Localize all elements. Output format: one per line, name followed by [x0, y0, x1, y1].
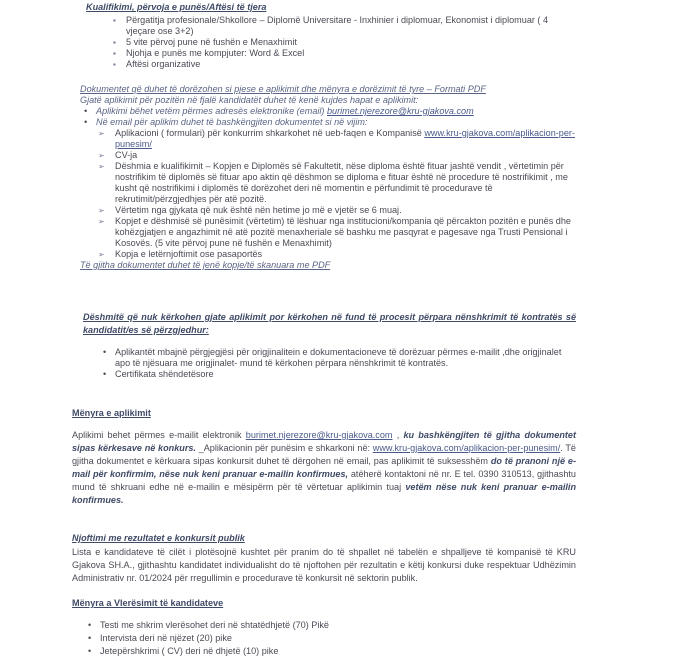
- notice-heading: Njoftimi me rezultatet e konkursit publik: [72, 533, 245, 543]
- method-text: atëherë kontaktoni në nr. E tel. 0390 310513, gjithashtu mund të shkruani edhe në e-mailin e mësipërm për të vërtetuar aplikimin tuaj: [72, 469, 576, 492]
- application-link[interactable]: www.kru-gjakova.com/aplikacion-per-punesim/: [115, 128, 575, 149]
- list-item: ➢ Kopja e letërnjoftimit ose pasaportës: [88, 249, 576, 260]
- list-item: • Testi me shkrim vlerësohet deri në shtatëdhjetë (70) Pikë: [78, 619, 576, 632]
- list-item: • Jetepërshkrimi ( CV) deri në dhjetë (10) pike: [78, 645, 576, 658]
- list-item: • Certifikata shëndetësore: [93, 369, 576, 380]
- method-emphasis: do të pranoni një e-mail për konfirmim, nëse nuk keni pranuar e-mailin konfirmues,: [72, 456, 576, 479]
- list-item: ▪ Njohja e punës me kompjuter: Word & Excel: [100, 48, 576, 59]
- email-link[interactable]: burimet.njerezore@kru-gjakova.com: [245, 430, 393, 440]
- list-item: • Aplikantët mbajnë përgjegjësi për origjinalitein e dokumentacioneve të dorëzuar përmes e-mailit ,dhe origjinalet apo të njësuara me origjinalet- mund të kërkohen përpara nënshkrimit të kontratës.: [93, 347, 576, 369]
- documents-intro: Gjatë aplikimit për pozitën në fjalë kandidatët duhet të kenë kujdes hapat e aplikimit:: [80, 95, 419, 105]
- list-item: ➢ Kopjet e dëshmisë së punësimit (vërtetim) të lëshuar nga institucioni/kompania që përcakton pozitën e punës dhe kohëzgjatjen e angazhimit në atë pozitë menaxheriale së bashku me pasqyrat e pagesave nga Trusti Pensional i Kosovës. (5 vite përvoj pune në fushën e Menaxhimit): [88, 216, 576, 249]
- qualifications-list: [94, 15, 576, 70]
- documents-footer: Të gjitha dokumentet duhet të jenë kopje/të skanuara me PDF: [80, 260, 331, 270]
- method-text: Aplikimi behet përmes e-mailit elektronik: [72, 430, 246, 440]
- evidence-list: [93, 347, 576, 380]
- method-section: [72, 408, 576, 507]
- list-item: • Në email për aplikim duhet të bashkëngjiten dokumentet si në vijim:: [74, 117, 576, 128]
- method-text: ,: [392, 430, 404, 440]
- qualifications-heading: Kualifikimi, përvoja e punës/Aftësi të tjera: [86, 2, 267, 12]
- evaluation-list: [78, 619, 576, 658]
- notice-text: Lista e kandidateve të cilët i plotësojnë kushtet për pranim do të shpallet në tabelën e shpalljeve të kompanisë të KRU Gjakova SH.A., gjithashtu kandidatet individualisht do të njoftohen për rezultatin e këtij konkursi duke respektuar Udhëzimin Administrativ nr. 01/2024 për rregullimin e procedurave të konkursit në sektorin publik.: [72, 547, 576, 583]
- evaluation-heading: Mënyra a Vlerësimit të kandidateve: [72, 598, 224, 608]
- item-text: Aplikacioni ( formulari) për konkurrim shkarkohet në ueb-faqen e Kompanisë: [115, 128, 425, 138]
- method-emphasis: vetëm nëse nuk keni pranuar e-mailin konfirmues.: [72, 482, 577, 505]
- notice-section: [72, 533, 576, 585]
- list-item: ➢ Vërtetim nga gjykata që nuk është nën hetime jo më e vjetër se 6 muaj.: [88, 205, 576, 216]
- list-item: [74, 106, 576, 117]
- list-item: ➢ Dëshmia e kualifikimit – Kopjen e Diplomës së Fakultetit, nëse diploma është fituar jashtë vendit , vërtetimin për nostrifikim të diplomës së fituar apo aktin që dëshmon se diploma e fituar është në procedure të nostrifikimit , me kusht që nostrifikimi i diplomës të dorëzohet deri në momentin e përfundimit të procedurave të rekrutimit/përzgjedhjes për atë pozitë.: [88, 161, 576, 205]
- evaluation-section: [72, 598, 576, 658]
- email-link[interactable]: burimet.njerezore@kru-gjakova.com: [326, 106, 474, 116]
- note-text: Aplikimi bëhet vetëm përmes adresës elektronike (email): [96, 106, 327, 116]
- list-item: [88, 128, 576, 150]
- evidence-section: [83, 311, 576, 380]
- evidence-heading: Dëshmitë që nuk kërkohen gjate aplikimit por kërkohen në fund të procesit përpara nënshkrimit të kontratës së kandidatit/es së përzgjedhur:: [83, 312, 576, 335]
- list-item: ➢ CV-ja: [88, 150, 576, 161]
- list-item: ▪ Aftësi organizative: [100, 59, 576, 70]
- method-text: _Aplikacionin për punësim e shkarkoni në:: [195, 443, 373, 453]
- list-item: ▪ 5 vite përvoj pune në fushën e Menaxhimit: [100, 37, 576, 48]
- method-paragraph: [72, 429, 576, 507]
- documents-heading: Dokumentet që duhet të dorëzohen si pjese e aplikimit dhe mënyra e dorëzimit të tyre – Formati PDF: [80, 84, 486, 94]
- list-item: • Intervista deri në njëzet (20) pike: [78, 632, 576, 645]
- qualifications-section: [86, 2, 576, 70]
- documents-list: [88, 128, 576, 260]
- method-text: . Të gjitha dokumentet e kërkuara sipas konkursit duhet të dërgohen në email, pas aplikimit të suksesshëm: [72, 443, 576, 466]
- application-link[interactable]: www.kru-gjakova.com/aplikacion-per-punesim/: [372, 443, 561, 453]
- method-heading: Mënyra e aplikimit: [72, 408, 151, 418]
- documents-notes: [74, 106, 576, 128]
- list-item: ▪ Përgatitja profesionale/Shkollore – Diplomë Universitare - Inxhinier i diplomuar, Ekonomist i diplomuar ( 4 vjeçare ose 3+2): [100, 15, 576, 37]
- method-emphasis: ku bashkëngjiten të gjitha dokumentet sipas kërkesave në konkurs.: [72, 430, 576, 453]
- documents-section: [80, 84, 576, 271]
